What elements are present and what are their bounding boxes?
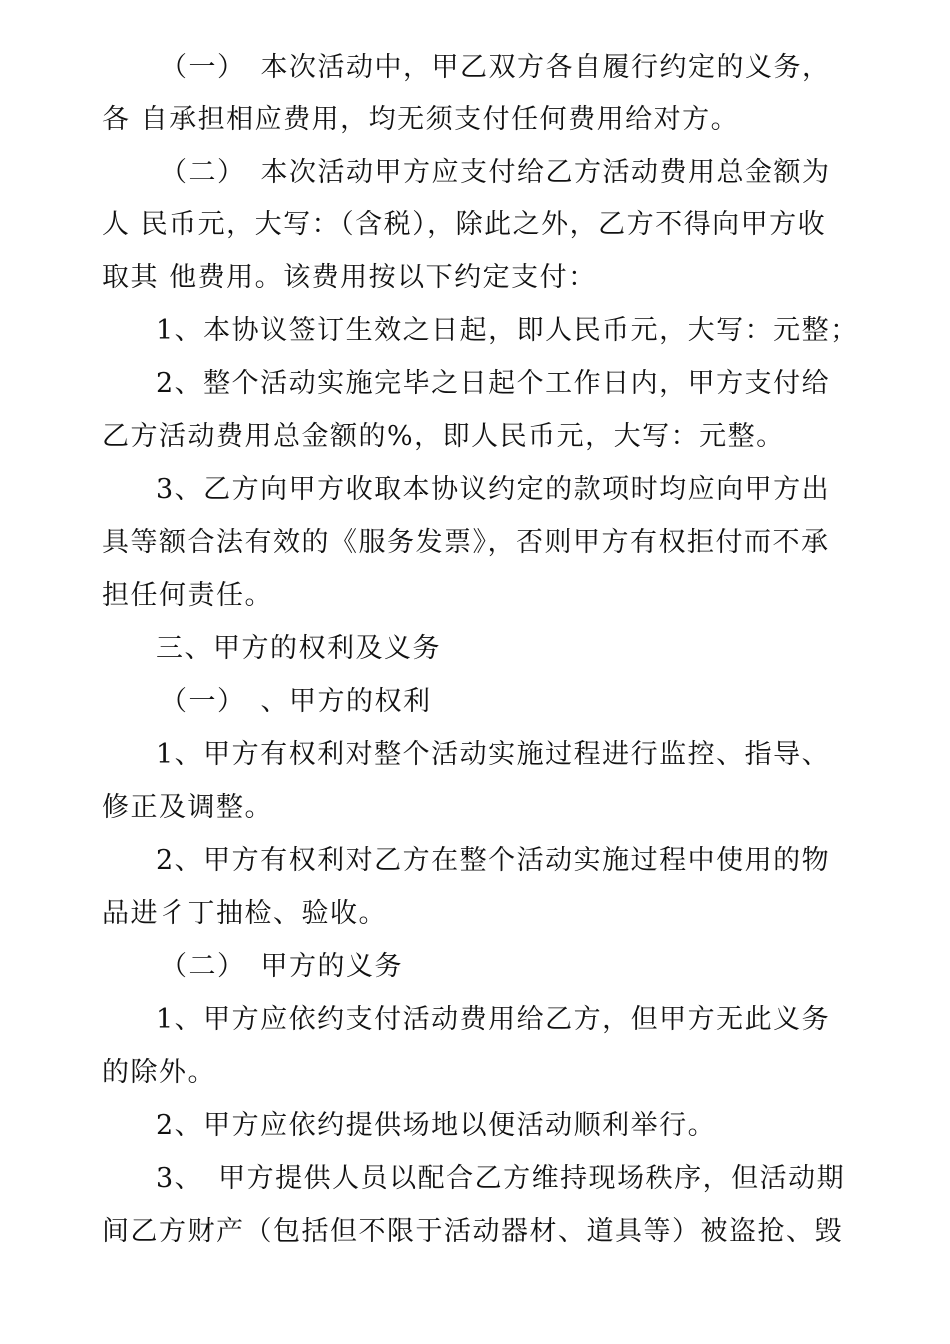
paragraph-1-line-1: （一） 本次活动中，甲乙双方各自履行约定的义务， [160,52,831,83]
obligations-item-2: 2、甲方应依约提供场地以便活动顺利举行。 [156,1110,717,1141]
payment-item-2-line-2: 乙方活动费用总金额的%，即人民币元，大写：元整。 [102,421,785,452]
obligations-item-3-line-1: 3、 甲方提供人员以配合乙方维持现场秩序，但活动期 [156,1163,846,1194]
section-3-heading: 三、甲方的权利及义务 [156,633,441,664]
payment-item-3-line-2: 具等额合法有效的《服务发票》，否则甲方有权拒付而不承 [102,527,830,558]
payment-item-1: 1、本协议签订生效之日起，即人民币元，大写：元整； [156,315,859,346]
subsection-rights-heading: （一） 、甲方的权利 [160,686,432,717]
paragraph-2-line-1: （二） 本次活动甲方应支付给乙方活动费用总金额为 [160,157,831,188]
paragraph-1-line-2: 各 自承担相应费用，均无须支付任何费用给对方。 [102,104,740,135]
rights-item-2-line-1: 2、甲方有权利对乙方在整个活动实施过程中使用的物 [156,845,831,876]
payment-item-3-line-3: 担任何责任。 [102,580,273,611]
rights-item-1-line-1: 1、甲方有权利对整个活动实施过程进行监控、指导、 [156,739,831,770]
paragraph-2-line-3: 取其 他费用。该费用按以下约定支付： [102,262,597,293]
payment-item-3-line-1: 3、乙方向甲方收取本协议约定的款项时均应向甲方出 [156,474,831,505]
rights-item-2-line-2: 品进彳丁抽检、验收。 [102,898,387,929]
payment-item-2-line-1: 2、整个活动实施完毕之日起个工作日内，甲方支付给 [156,368,831,399]
paragraph-2-line-2: 人 民币元，大写：（含税），除此之外，乙方不得向甲方收 [102,209,827,240]
rights-item-1-line-2: 修正及调整。 [102,792,273,823]
subsection-obligations-heading: （二） 甲方的义务 [160,951,403,982]
obligations-item-1-line-1: 1、甲方应依约支付活动费用给乙方，但甲方无此义务 [156,1004,831,1035]
obligations-item-1-line-2: 的除外。 [102,1057,216,1088]
obligations-item-3-line-2: 间乙方财产（包括但不限于活动器材、道具等）被盗抢、毁 [102,1216,843,1247]
